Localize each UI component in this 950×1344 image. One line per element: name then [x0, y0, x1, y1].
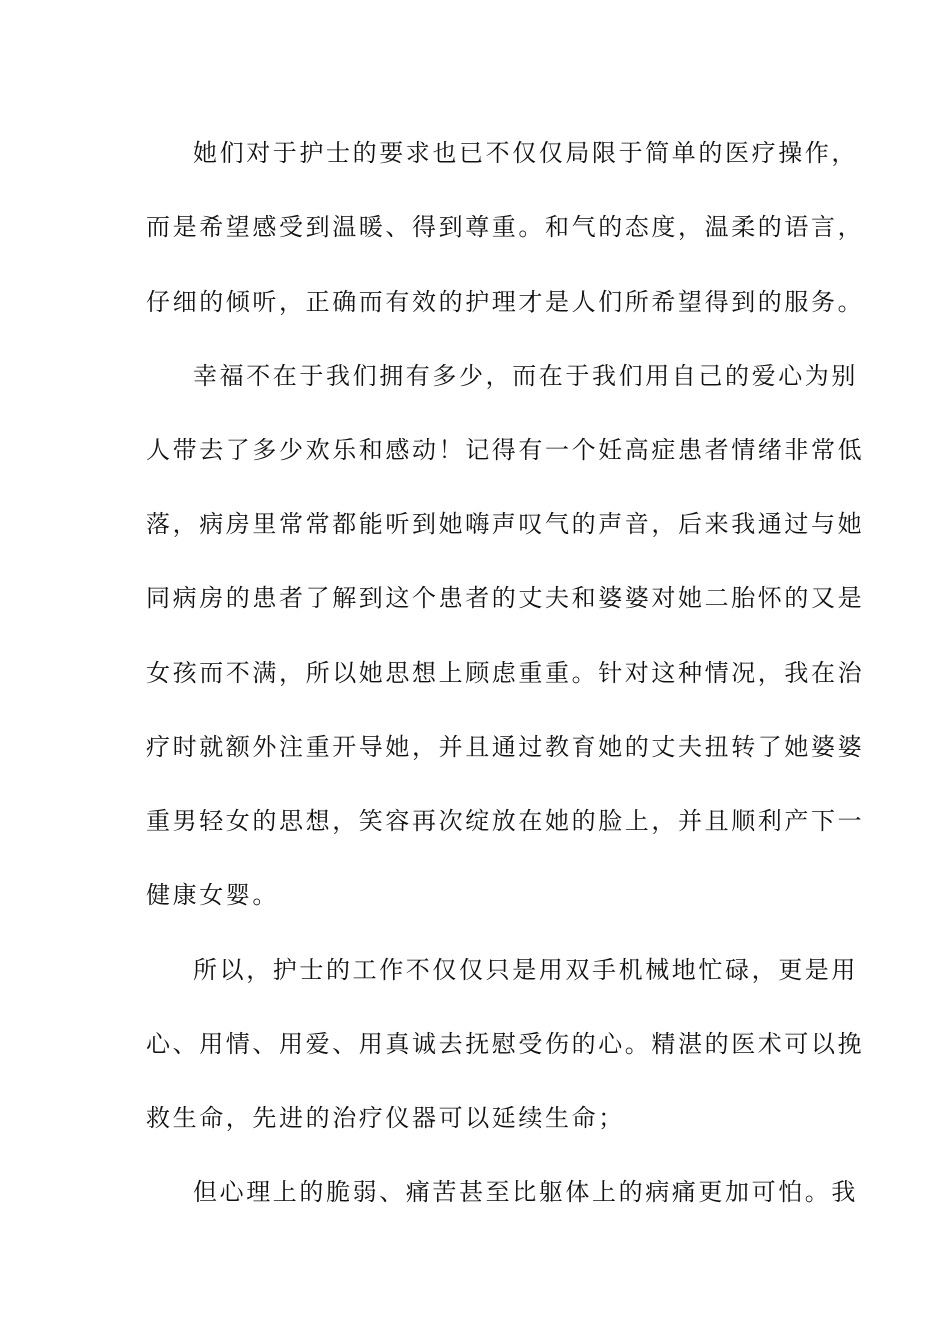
text-line: 救生命，先进的治疗仪器可以延续生命；: [146, 1104, 625, 1132]
text-line: 心、用情、用爱、用真诚去抚慰受伤的心。精湛的医术可以挽: [146, 1030, 865, 1058]
text-line: 同病房的患者了解到这个患者的丈夫和婆婆对她二胎怀的又是: [146, 584, 865, 612]
text-line: 幸福不在于我们拥有多少，而在于我们用自己的爱心为别: [193, 362, 858, 390]
text-line: 落，病房里常常都能听到她嗨声叹气的声音，后来我通过与她: [146, 510, 865, 538]
text-line: 人带去了多少欢乐和感动！记得有一个妊高症患者情绪非常低: [146, 436, 865, 464]
text-line: 她们对于护士的要求也已不仅仅局限于简单的医疗操作，: [193, 139, 858, 167]
text-line: 而是希望感受到温暖、得到尊重。和气的态度，温柔的语言，: [146, 213, 865, 241]
text-line: 但心理上的脆弱、痛苦甚至比躯体上的病痛更加可怕。我: [193, 1178, 858, 1206]
text-line: 重男轻女的思想，笑容再次绽放在她的脸上，并且顺利产下一: [146, 807, 865, 835]
text-line: 疗时就额外注重开导她，并且通过教育她的丈夫扭转了她婆婆: [146, 733, 865, 761]
text-line: 健康女婴。: [146, 881, 279, 909]
text-line: 仔细的倾听，正确而有效的护理才是人们所希望得到的服务。: [146, 288, 865, 316]
text-line: 女孩而不满，所以她思想上顾虑重重。针对这种情况，我在治: [146, 659, 865, 687]
text-line: 所以，护士的工作不仅仅只是用双手机械地忙碌，更是用: [193, 956, 858, 984]
